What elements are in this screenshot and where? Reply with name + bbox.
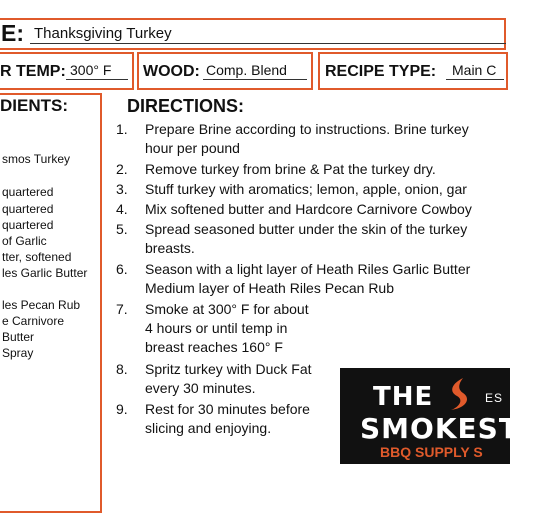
step-text: Spread seasoned butter under the skin of the turkey — [145, 221, 468, 237]
ingredient-item: les Pecan Rub — [2, 298, 81, 312]
step-number: 1. — [116, 121, 128, 137]
ingredient-item: quartered — [2, 218, 54, 232]
ingredient-item: quartered — [2, 202, 54, 216]
type-label: RECIPE TYPE: — [325, 63, 437, 80]
step-text: breast reaches 160° F — [145, 339, 283, 355]
ingredient-item: Butter — [2, 330, 35, 344]
ingredient-item: e Carnivore — [2, 314, 65, 328]
wood-value: Comp. Blend — [206, 62, 287, 78]
wood-label: WOOD: — [143, 63, 200, 80]
directions-heading: DIRECTIONS: — [127, 96, 244, 116]
title-label: E: — [1, 20, 24, 46]
step-text: Spritz turkey with Duck Fat — [145, 361, 312, 377]
temp-value: 300° F — [70, 62, 112, 78]
ingredient-item: les Garlic Butter — [2, 266, 88, 280]
step-text: Stuff turkey with aromatics; lemon, apple, onion, gar — [145, 181, 467, 197]
step-text: breasts. — [145, 240, 195, 256]
step-number: 4. — [116, 201, 128, 217]
step-number: 3. — [116, 181, 128, 197]
step-number: 7. — [116, 301, 128, 317]
type-underline — [446, 79, 504, 80]
ingredient-item: quartered — [2, 185, 54, 199]
step-text: Remove turkey from brine & Pat the turkey dry. — [145, 161, 436, 177]
wood-underline — [203, 79, 307, 80]
ingredient-item: smos Turkey — [2, 152, 71, 166]
step-text: hour per pound — [145, 140, 240, 156]
step-text: Season with a light layer of Heath Riles Garlic Butter — [145, 261, 471, 277]
temp-label: R TEMP: — [0, 63, 66, 80]
step-text: 4 hours or until temp in — [145, 320, 288, 336]
logo-the: THE — [373, 382, 434, 412]
ingredients-list — [2, 0, 102, 500]
ingredient-item: tter, softened — [2, 250, 72, 264]
step-number: 5. — [116, 221, 128, 237]
ingredients-heading: DIENTS: — [0, 96, 68, 115]
ingredient-item: Spray — [2, 346, 34, 360]
step-text: every 30 minutes. — [145, 380, 256, 396]
recipe-title: Thanksgiving Turkey — [34, 25, 172, 42]
step-number: 8. — [116, 361, 128, 377]
step-text: Mix softened butter and Hardcore Carnivore Cowboy — [145, 201, 472, 217]
step-text: Prepare Brine according to instructions. Brine turkey — [145, 121, 469, 137]
step-text: Smoke at 300° F for about — [145, 301, 309, 317]
logo-smokestack: SMOKESTA — [360, 412, 539, 445]
logo-est: ES — [485, 391, 504, 405]
step-text: Medium layer of Heath Riles Pecan Rub — [145, 280, 395, 296]
step-number: 2. — [116, 161, 128, 177]
logo-bbq-supply: BBQ SUPPLY S — [380, 444, 483, 460]
flame-icon — [443, 376, 473, 412]
step-text: Rest for 30 minutes before — [145, 401, 310, 417]
smokestack-logo — [340, 368, 539, 464]
ingredient-item: of Garlic — [2, 234, 47, 248]
type-value: Main C — [452, 62, 497, 78]
step-number: 6. — [116, 261, 128, 277]
step-number: 9. — [116, 401, 128, 417]
step-text: slicing and enjoying. — [145, 420, 272, 436]
